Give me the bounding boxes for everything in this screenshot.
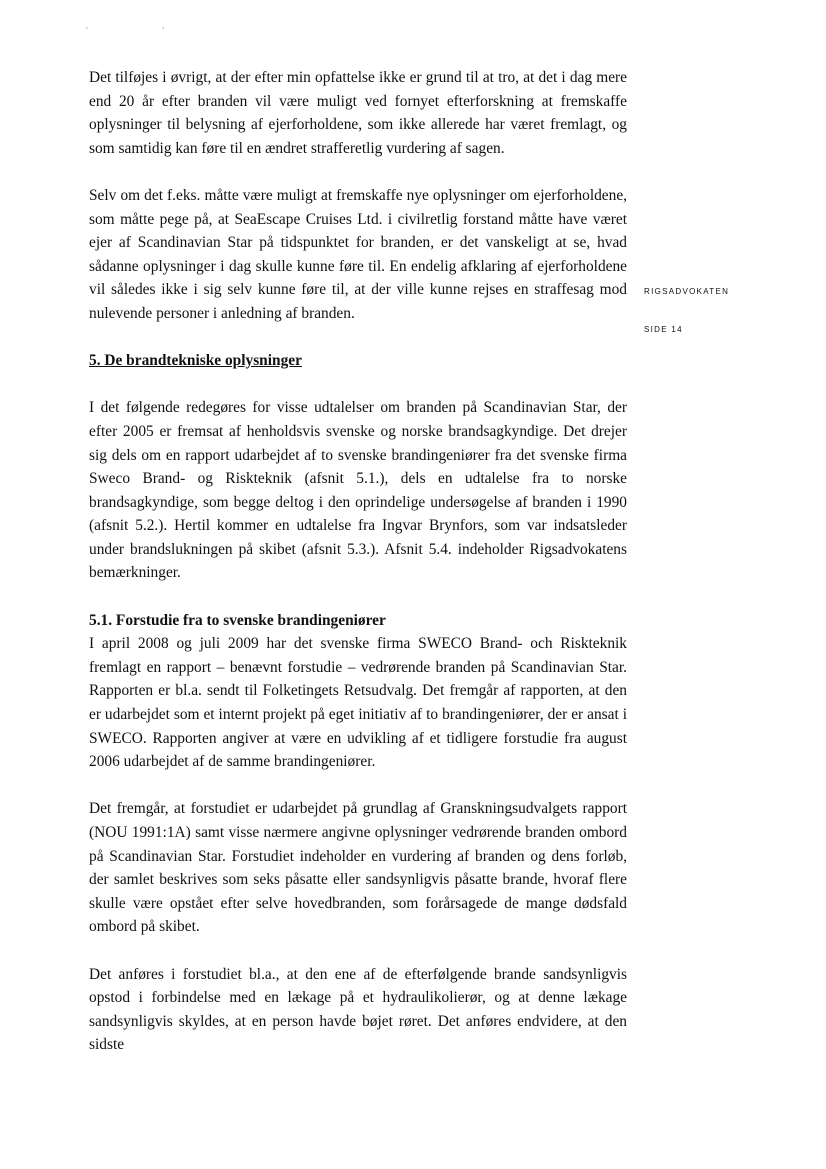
sidebar-page-number: SIDE 14	[644, 325, 683, 334]
sidebar-firm-name: RIGSADVOKATEN	[644, 287, 730, 296]
paragraph-3: I det følgende redegøres for visse udtalelser om branden på Scandinavian Star, der efter 2005 er fremsat af henholdsvis svenske og norske brandsagkyndige. Det drejer sig dels om en rapport udarbejdet af to svenske brandingeniører fra det svenske firma Sweco Brand- og Riskteknik (afsnit 5.1.), dels en udtalelse fra to norske brandsagkyndige, som begge deltog i den oprindelige undersøgelse af branden i 1990 (afsnit 5.2.). Hertil kommer en udtalelse fra Ingvar Brynfors, som var indsatsleder under brandslukningen på skibet (afsnit 5.3.). Afsnit 5.4. indeholder Rigsadvokatens bemærkninger.	[89, 399, 627, 582]
scan-marks: ' '	[86, 26, 201, 37]
paragraph-5: Det fremgår, at forstudiet er udarbejdet på grundlag af Granskningsudvalgets rapport (NOU 1991:1A) samt visse nærmere angivne oplysninger vedrørende branden ombord på Scandinavian Star. Forstudiet indeholder en vurdering af branden og dens forløb, der samlet beskrives som seks påsatte eller sandsynligvis påsatte brande, hvoraf flere skulle være opstået efter selve hovedbranden, som forårsagede de mange dødsfald ombord på skibet.	[89, 800, 627, 936]
paragraph-1: Det tilføjes i øvrigt, at der efter min opfattelse ikke er grund til at tro, at det i dag mere end 20 år efter branden vil være muligt ved fornyet efterforskning at fremskaffe oplysninger til belysning af ejerforholdene, som ikke allerede har været fremlagt, og som samtidig kan føre til en ændret strafferetlig vurdering af sagen.	[89, 69, 627, 157]
paragraph-4: I april 2008 og juli 2009 har det svenske firma SWECO Brand- och Riskteknik fremlagt en rapport – benævnt forstudie – vedrørende branden på Scandinavian Star. Rapporten er bl.a. sendt til Folketingets Retsudvalg. Det fremgår af rapporten, at den er udarbejdet som et internt projekt på eget initiativ af to brandingeniører, der er ansat i SWECO. Rapporten angiver at være en udvikling af et tidligere forstudie fra august 2006 udarbejdet af de samme brandingeniører.	[89, 635, 627, 771]
body-text	[89, 66, 627, 1081]
paragraph-2: Selv om det f.eks. måtte være muligt at fremskaffe nye oplysninger om ejerforholdene, som måtte pege på, at SeaEscape Cruises Ltd. i civilretlig forstand måtte have været ejer af Scandinavian Star på tidspunktet for branden, er det vanskeligt at se, hvad sådanne oplysninger i dag skulle kunne føre til. En endelig afklaring af ejerforholdene vil således ikke i sig selv kunne føre til, at der ville kunne rejses en straffesag mod nulevende personer i anledning af branden.	[89, 186, 627, 322]
paragraph-6: Det anføres i forstudiet bl.a., at den ene af de efterfølgende brande sandsynligvis opstod i forbindelse med en lækage på et hydraulikolierør, og at denne lækage sandsynligvis skyldes, at en person havde bøjet røret. Det anføres endvidere, at den sidste	[89, 965, 627, 1054]
section-5-heading: 5. De brandtekniske oplysninger	[89, 352, 302, 370]
section-5-1-heading: 5.1. Forstudie fra to svenske brandingeniører	[89, 611, 386, 629]
